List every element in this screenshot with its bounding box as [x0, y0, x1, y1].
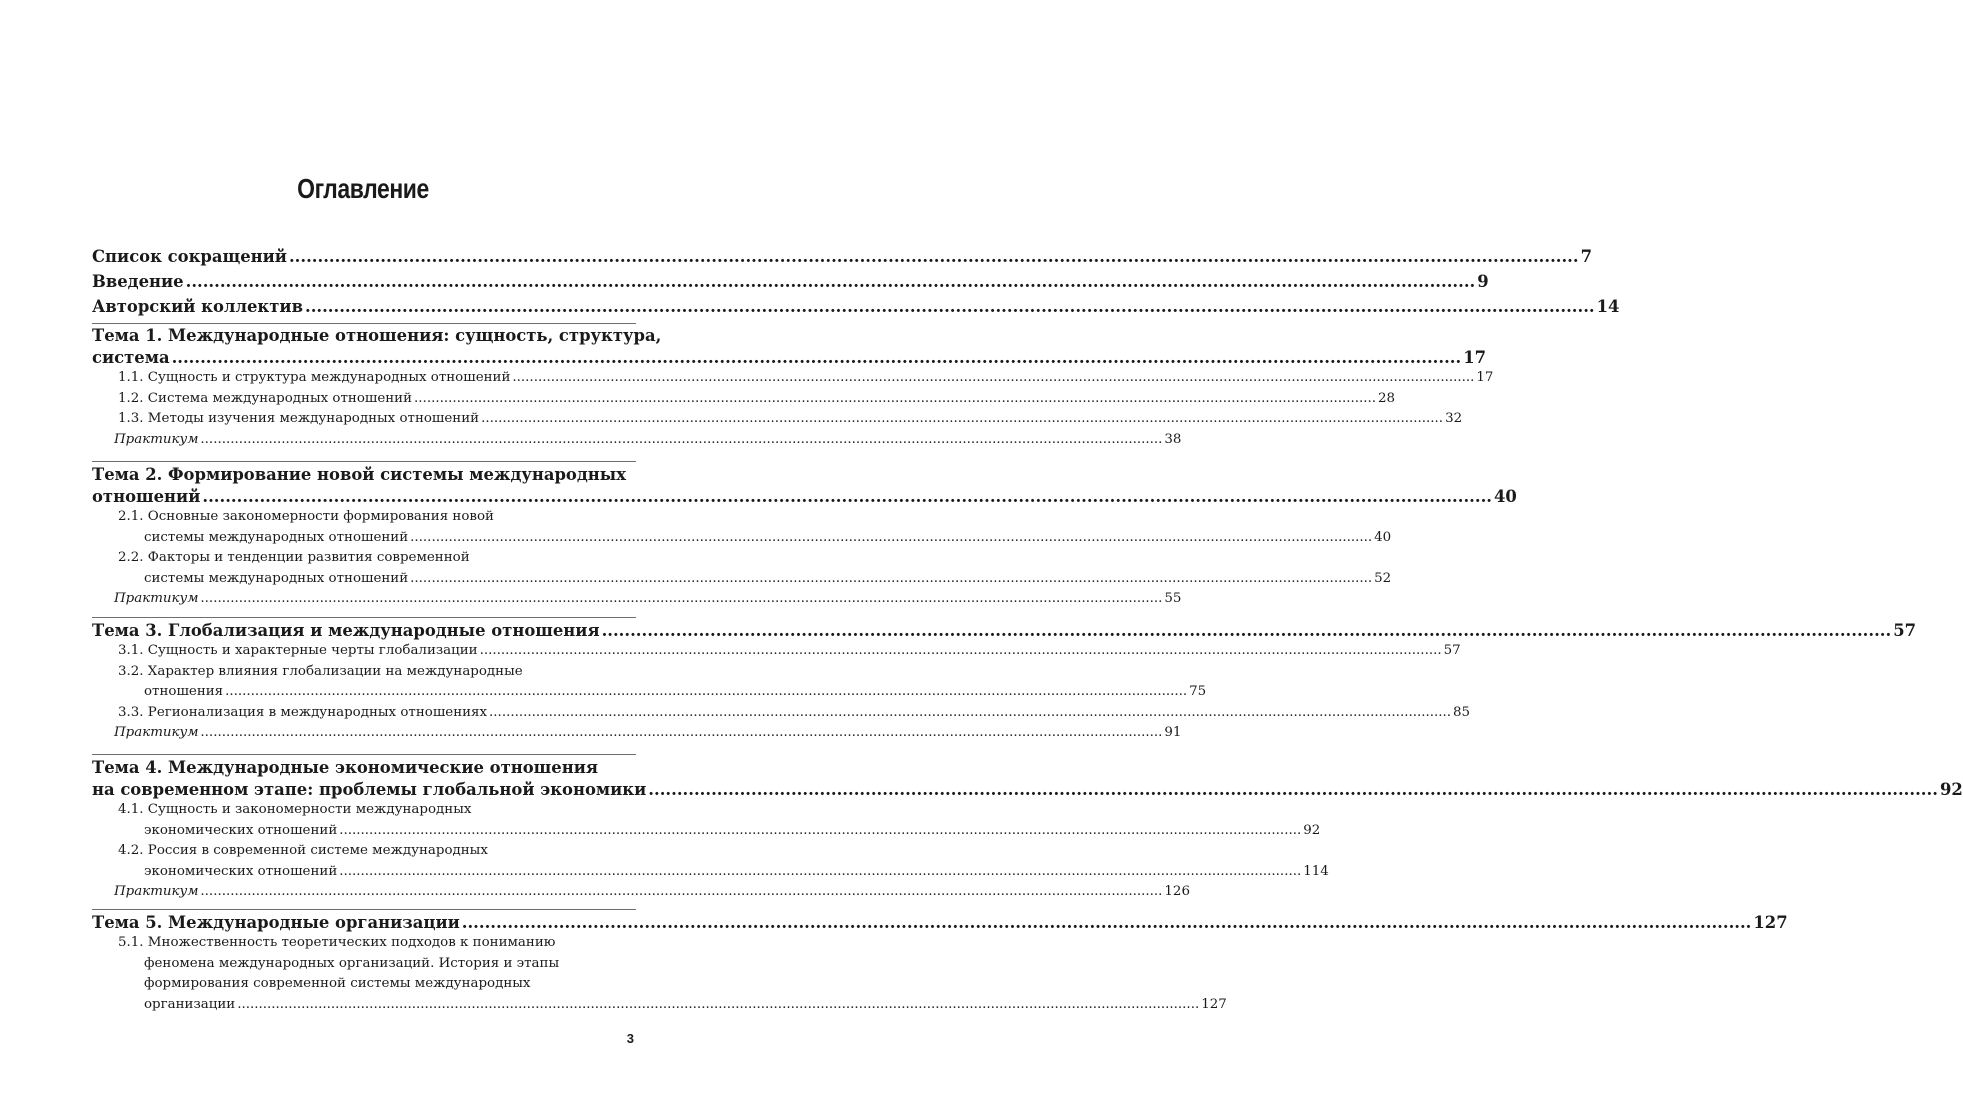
- subsection-entry: [92, 550, 636, 565]
- subsection-entry-text: 1.3. Методы изучения международных отношений: [118, 411, 480, 426]
- dot-leader: [225, 684, 1187, 699]
- dot-leader: [237, 997, 1199, 1012]
- section-divider: [92, 461, 636, 462]
- subsection-entry-text: экономических отношений: [144, 822, 338, 838]
- topic-heading-text: Тема 2. Формирование новой системы международных: [92, 465, 626, 484]
- dot-leader: [200, 725, 1162, 740]
- subsection-entry-text: 1.1. Сущность и структура международных отношений: [118, 370, 511, 385]
- topic-heading-text: отношений: [92, 487, 201, 506]
- dot-leader: [305, 297, 1595, 316]
- topic-heading-text: на современном этапе: проблемы глобальной экономики: [92, 780, 647, 799]
- dot-leader: [648, 780, 1938, 799]
- dot-leader: [512, 370, 1474, 385]
- toc-entry: [92, 272, 1489, 291]
- page-ref: 17: [1476, 370, 1494, 385]
- subsection-entry: [92, 802, 636, 817]
- subsection-entry: [92, 664, 636, 679]
- page-ref: 92: [1939, 780, 1963, 799]
- page-ref: 57: [1443, 643, 1461, 658]
- topic-heading-text: система: [92, 348, 170, 367]
- subsection-entry-text: экономических отношений: [144, 863, 338, 879]
- dot-leader: [200, 432, 1162, 447]
- page-ref: 28: [1378, 390, 1396, 406]
- topic-heading: [92, 465, 636, 484]
- topic-heading: [92, 348, 1487, 367]
- toc-entry-text: Список сокращений: [92, 247, 287, 266]
- workshop-entry: [92, 591, 1182, 606]
- topic-heading-text: Тема 1. Международные отношения: сущность, структура,: [92, 326, 662, 345]
- workshop-entry-text: Практикум: [114, 725, 199, 740]
- page-ref: 57: [1893, 621, 1917, 640]
- topic-heading: [92, 621, 1917, 640]
- topic-heading: [92, 326, 662, 345]
- dot-leader: [200, 884, 1162, 899]
- subsection-entry-text: 4.1. Сущность и закономерности международных: [118, 802, 472, 817]
- section-divider: [92, 323, 636, 324]
- dot-leader: [410, 571, 1372, 586]
- topic-heading: [92, 913, 1788, 932]
- subsection-entry-text: системы международных отношений: [144, 529, 409, 545]
- subsection-entry: [92, 643, 1461, 658]
- subsection-entry: [92, 935, 636, 950]
- subsection-entry-text: 3.1. Сущность и характерные черты глобализации: [118, 643, 478, 658]
- workshop-entry-text: Практикум: [114, 884, 199, 899]
- workshop-entry: [92, 884, 1190, 899]
- subsection-entry: [92, 843, 636, 858]
- dot-leader: [414, 391, 1376, 406]
- toc-entry: [92, 297, 1620, 316]
- topic-heading-text: Тема 4. Международные экономические отношения: [92, 758, 598, 777]
- section-divider: [92, 909, 636, 910]
- workshop-entry-text: Практикум: [114, 591, 199, 606]
- dot-leader: [480, 643, 1442, 658]
- dot-leader: [462, 913, 1752, 932]
- subsection-entry: [92, 411, 1463, 426]
- dot-leader: [481, 411, 1443, 426]
- subsection-entry: [92, 822, 1321, 838]
- subsection-entry: [92, 976, 636, 991]
- topic-heading-text: Тема 5. Международные организации: [92, 913, 460, 932]
- toc-entry: [92, 247, 1593, 266]
- dot-leader: [489, 705, 1451, 720]
- dot-leader: [339, 864, 1301, 879]
- page-ref: 52: [1374, 570, 1392, 586]
- topic-heading: [92, 487, 1517, 506]
- page-ref: 9: [1477, 272, 1489, 291]
- subsection-entry-text: формирования современной системы международных: [144, 976, 531, 991]
- subsection-entry: [92, 529, 1392, 545]
- subsection-entry: [92, 956, 636, 971]
- page-ref: 55: [1164, 591, 1182, 606]
- subsection-entry-text: 2.1. Основные закономерности формирования новой: [118, 509, 494, 524]
- dot-leader: [289, 247, 1579, 266]
- dot-leader: [410, 530, 1372, 545]
- subsection-entry: [92, 570, 1392, 586]
- page-ref: 85: [1453, 704, 1471, 720]
- page-ref: 40: [1374, 529, 1392, 545]
- dot-leader: [602, 621, 1892, 640]
- page-ref: 127: [1753, 913, 1788, 932]
- subsection-entry-text: 1.2. Система международных отношений: [118, 390, 413, 406]
- dot-leader: [202, 487, 1492, 506]
- page-ref: 92: [1303, 822, 1321, 838]
- subsection-entry-text: 4.2. Россия в современной системе международных: [118, 843, 488, 858]
- subsection-entry: [92, 863, 1329, 879]
- subsection-entry-text: 5.1. Множественность теоретических подходов к пониманию: [118, 935, 556, 950]
- page-ref: 32: [1445, 411, 1463, 426]
- page-ref: 127: [1201, 996, 1227, 1012]
- subsection-entry-text: 2.2. Факторы и тенденции развития современной: [118, 550, 470, 565]
- page-ref: 7: [1580, 247, 1593, 266]
- subsection-entry: [92, 704, 1471, 720]
- subsection-entry: [92, 390, 1396, 406]
- dot-leader: [172, 348, 1462, 367]
- topic-heading: [92, 758, 636, 777]
- topic-heading-text: Тема 3. Глобализация и международные отношения: [92, 621, 600, 640]
- page-ref: 38: [1164, 431, 1182, 447]
- subsection-entry: [92, 370, 1494, 385]
- workshop-entry-text: Практикум: [114, 431, 199, 447]
- subsection-entry-text: отношения: [144, 684, 224, 699]
- page-ref: 14: [1596, 297, 1620, 316]
- page-title: Оглавление: [297, 173, 429, 204]
- section-divider: [92, 754, 636, 755]
- toc-entry-text: Авторский коллектив: [92, 297, 303, 316]
- page-ref: 17: [1463, 348, 1487, 367]
- topic-heading: [92, 780, 1963, 799]
- subsection-entry-text: организации: [144, 996, 236, 1012]
- dot-leader: [339, 823, 1301, 838]
- dot-leader: [200, 591, 1162, 606]
- subsection-entry: [92, 684, 1207, 699]
- subsection-entry: [92, 996, 1227, 1012]
- subsection-entry-text: системы международных отношений: [144, 570, 409, 586]
- subsection-entry-text: 3.2. Характер влияния глобализации на международные: [118, 663, 523, 679]
- subsection-entry: [92, 509, 636, 524]
- section-divider: [92, 617, 636, 618]
- page-ref: 126: [1164, 884, 1190, 899]
- page-ref: 75: [1189, 684, 1207, 699]
- workshop-entry: [92, 725, 1182, 740]
- workshop-entry: [92, 431, 1182, 447]
- page-ref: 114: [1303, 863, 1329, 879]
- page-number: 3: [626, 1031, 634, 1046]
- page-ref: 40: [1494, 487, 1517, 506]
- subsection-entry-text: 3.3. Регионализация в международных отношениях: [118, 704, 488, 720]
- page-ref: 91: [1164, 725, 1182, 740]
- toc-entry-text: Введение: [92, 272, 184, 291]
- subsection-entry-text: феномена международных организаций. История и этапы: [144, 955, 560, 971]
- dot-leader: [186, 272, 1476, 291]
